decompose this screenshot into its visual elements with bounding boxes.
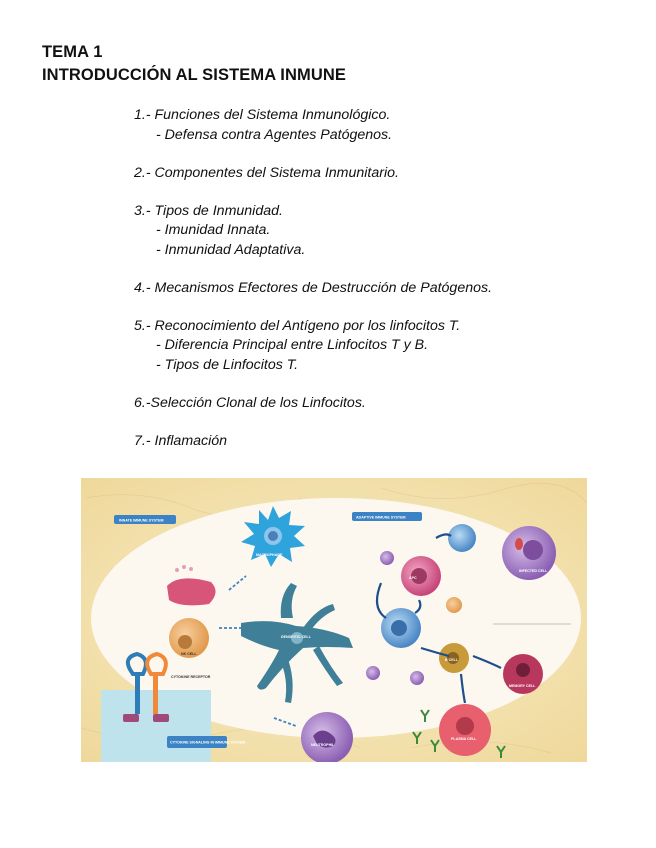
toc-item: 4.- Mecanismos Efectores de Destrucción de Patógenos.: [134, 279, 493, 296]
toc-subitem: - Imunidad Innata.: [156, 222, 271, 238]
small-cell: [410, 671, 424, 685]
plasma-cell: [439, 704, 491, 756]
small-cell-orange: [446, 597, 462, 613]
memory-label: MEMORY CELL: [509, 684, 536, 688]
memory-cell: [503, 654, 543, 694]
neutrophil-label: NEUTROPHIL: [311, 743, 335, 747]
toc-section-5: [134, 317, 492, 376]
cytokine-receptor-label: CYTOKINE RECEPTOR: [171, 675, 211, 679]
toc-item: 3.- Tipos de Inmunidad.: [134, 202, 283, 219]
toc-item: 1.- Funciones del Sistema Inmunológico.: [134, 107, 391, 123]
infected-cell: [502, 526, 556, 580]
toc-item: 6.-Selección Clonal de los Linfocitos.: [134, 394, 366, 411]
table-of-contents: [134, 106, 492, 470]
toc-section-6: [134, 394, 492, 414]
toc-section-7: [134, 432, 492, 452]
document-heading: [42, 41, 346, 87]
toc-section-1: [134, 106, 492, 145]
apc-label: APC: [409, 576, 417, 580]
toc-subitem: - Inmunidad Adaptativa.: [156, 241, 306, 258]
toc-subitem: - Defensa contra Agentes Patógenos.: [156, 126, 393, 143]
neutrophil-cell: [301, 712, 353, 762]
immune-system-illustration: [81, 478, 587, 762]
innate-label: INNATE IMMUNE SYSTEM: [119, 518, 164, 523]
cytokine-signaling-label: CYTOKINE SIGNALING IN IMMUNE SYSTEM: [170, 740, 246, 745]
dendritic-label: DENDRITIC CELL: [281, 635, 311, 639]
toc-section-2: [134, 164, 492, 184]
apc-cell: [401, 556, 441, 596]
immune-system-diagram: [81, 478, 587, 762]
infected-label: INFECTED CELL: [519, 569, 548, 573]
toc-section-4: [134, 279, 492, 299]
small-cell: [366, 666, 380, 680]
toc-section-3: [134, 202, 492, 261]
toc-item: 5.- Reconocimiento del Antígeno por los linfocitos T.: [134, 317, 461, 334]
nk-label: NK CELL: [181, 652, 197, 656]
macrophage-label: MACROPHAGE: [256, 553, 283, 557]
plasma-label: PLASMA CELL: [451, 737, 477, 741]
helper-t-cell: [448, 524, 476, 552]
t-cell: [381, 608, 421, 648]
chapter-number: TEMA 1: [42, 43, 103, 61]
toc-subitem: - Diferencia Principal entre Linfocitos T y B.: [156, 337, 429, 353]
b-cell-label: B CELL: [445, 658, 458, 662]
small-cell: [380, 551, 394, 565]
chapter-title: INTRODUCCIÓN AL SISTEMA INMUNE: [42, 66, 346, 84]
toc-item: 7.- Inflamación: [134, 432, 228, 449]
toc-subitem: - Tipos de Linfocitos T.: [156, 356, 299, 373]
toc-item: 2.- Componentes del Sistema Inmunitario.: [134, 164, 399, 181]
adaptive-label: ADAPTIVE IMMUNE SYSTEM: [356, 515, 406, 520]
b-cell: [439, 643, 469, 673]
nk-cell: [169, 618, 209, 658]
